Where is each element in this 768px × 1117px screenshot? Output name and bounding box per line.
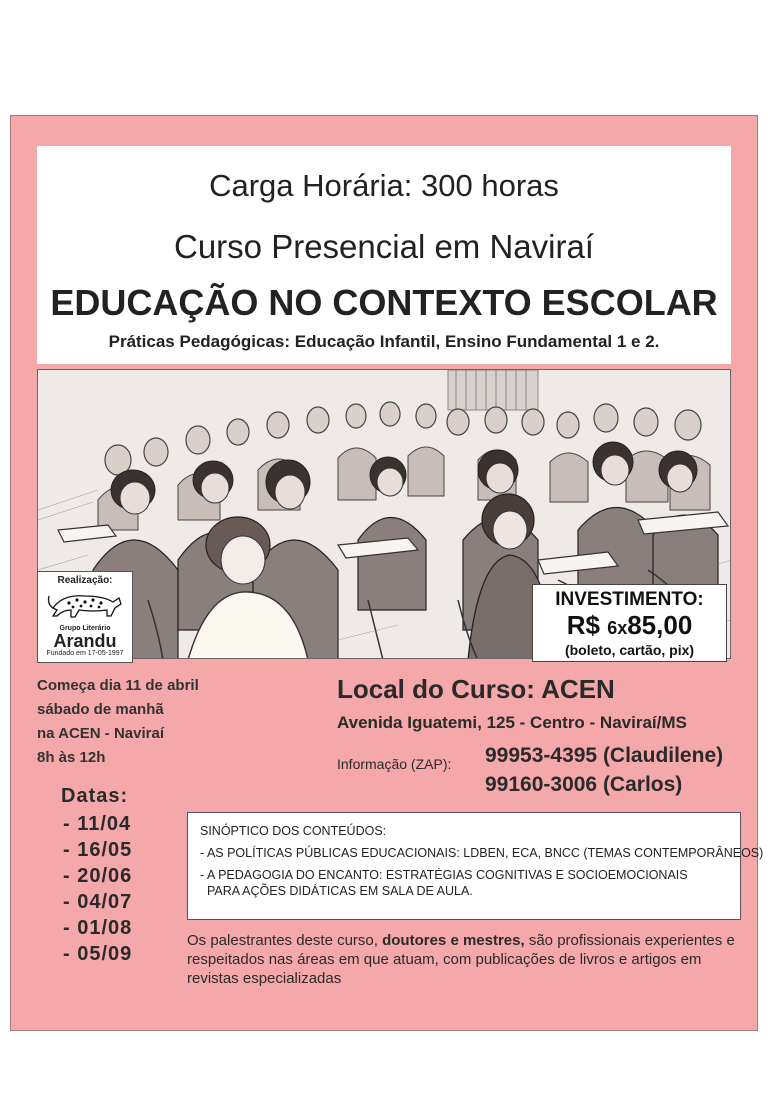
start-date-line: Começa dia 11 de abril xyxy=(37,677,199,694)
date-item: - 11/04 xyxy=(63,813,132,835)
organizer-group: Grupo Literário xyxy=(59,625,111,632)
date-item: - 20/06 xyxy=(63,865,133,887)
syllabus-item: - AS POLÍTICAS PÚBLICAS EDUCACIONAIS: LDBEN, ECA, BNCC (TEMAS CONTEMPORÂNEOS) xyxy=(200,846,764,860)
installment-value: 85,00 xyxy=(627,610,693,640)
course-subtitle: Práticas Pedagógicas: Educação Infantil, Ensino Fundamental 1 e 2. xyxy=(108,332,660,351)
speakers-text-start: Os palestrantes deste curso, xyxy=(187,932,383,949)
start-day-line: sábado de manhã xyxy=(37,701,164,718)
workload-title: Carga Horária: 300 horas xyxy=(209,168,559,203)
date-item: - 05/09 xyxy=(63,943,133,965)
date-item: - 01/08 xyxy=(63,917,133,939)
date-item: - 04/07 xyxy=(63,891,133,913)
organizer-founded: Fundado em 17-05-1997 xyxy=(46,650,124,657)
venue-title: Local do Curso: ACEN xyxy=(337,674,615,704)
course-location-title: Curso Presencial em Naviraí xyxy=(174,228,594,265)
venue-address: Avenida Iguatemi, 125 - Centro - Naviraí/MS xyxy=(337,713,687,732)
contact-phone-claudilene: 99953-4395 (Claudilene) xyxy=(485,744,724,767)
speakers-text-end: são profissionais experientes e respeitados nas áreas em que atuam, com publicações de livros e artigos em revistas especializadas xyxy=(187,932,735,987)
investment-title: INVESTIMENTO: xyxy=(555,589,704,610)
organizer-name: Arandu xyxy=(53,631,117,651)
currency-label: R$ xyxy=(566,610,600,640)
contact-label: Informação (ZAP): xyxy=(337,756,452,772)
installments-label: 6x xyxy=(607,618,628,638)
syllabus-item: - A PEDAGOGIA DO ENCANTO: ESTRATÉGIAS COGNITIVAS E SOCIOEMOCIONAIS xyxy=(200,868,688,882)
investment-box xyxy=(532,584,727,662)
syllabus-title: SINÓPTICO DOS CONTEÚDOS: xyxy=(200,824,387,838)
start-info xyxy=(37,674,199,770)
header-box xyxy=(37,146,731,364)
course-poster xyxy=(10,115,764,1031)
dates-title: Datas: xyxy=(61,785,129,807)
syllabus-box xyxy=(187,812,764,920)
jaguar-logo-icon xyxy=(45,586,125,620)
speakers-highlight: doutores e mestres, xyxy=(382,932,525,949)
start-time-line: 8h às 12h xyxy=(37,749,106,766)
investment-price xyxy=(533,611,726,642)
organizer-badge xyxy=(37,571,133,663)
organizer-label: Realização: xyxy=(57,575,113,586)
payment-methods: (boleto, cartão, pix) xyxy=(564,642,695,658)
start-place-line: na ACEN - Naviraí xyxy=(37,725,164,742)
date-item: - 16/05 xyxy=(63,839,133,861)
contact-phone-carlos: 99160-3006 (Carlos) xyxy=(485,773,683,796)
course-title: EDUCAÇÃO NO CONTEXTO ESCOLAR xyxy=(50,282,718,323)
speakers-note xyxy=(187,931,737,988)
syllabus-item-continued: PARA AÇÕES DIDÁTICAS EM SALA DE AULA. xyxy=(200,884,473,898)
